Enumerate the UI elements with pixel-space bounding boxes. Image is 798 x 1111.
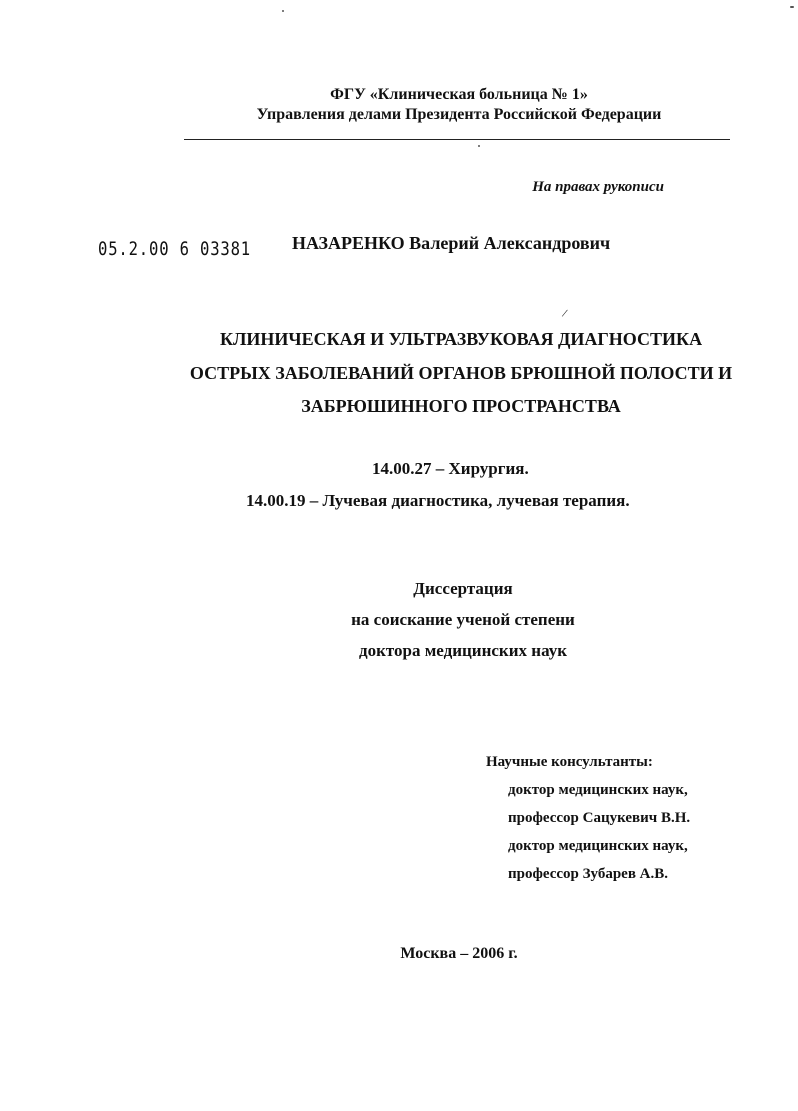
specialty-radiology: 14.00.19 – Лучевая диагностика, лучевая терапия. [246,491,630,510]
dissertation-label: Диссертация [413,579,513,598]
manuscript-note: На правах рукописи [532,179,664,195]
org-line-1: ФГУ «Клиническая больница № 1» [330,86,588,103]
title-line-2: ОСТРЫХ ЗАБОЛЕВАНИЙ ОРГАНОВ БРЮШНОЙ ПОЛОСТИ И [189,363,733,383]
scan-speck [478,145,480,147]
consultant-line: профессор Сацукевич В.Н. [508,810,691,826]
scan-speck [282,10,284,12]
pen-mark: / [560,305,569,321]
consultant-line: доктор медицинских наук, [508,782,688,798]
specialty-surgery: 14.00.27 – Хирургия. [372,459,529,478]
degree-line-1: на соискание ученой степени [351,610,575,629]
title-line-1: КЛИНИЧЕСКАЯ И УЛЬТРАЗВУКОВАЯ ДИАГНОСТИКА [219,329,703,349]
scan-speck [790,6,794,8]
author-name: НАЗАРЕНКО Валерий Александрович [292,233,611,253]
consultants-heading: Научные консультанты: [486,754,653,770]
degree-line-2: доктора медицинских наук [358,641,568,660]
consultant-line: доктор медицинских наук, [508,838,688,854]
org-line-2: Управления делами Президента Российской Федерации [256,106,662,123]
registration-stamp: 05.2.00 6 03381 [98,238,252,260]
header-divider [184,139,730,140]
title-line-3: ЗАБРЮШИННОГО ПРОСТРАНСТВА [301,396,621,416]
place-year: Москва – 2006 г. [400,945,518,962]
consultant-line: профессор Зубарев А.В. [508,866,669,882]
